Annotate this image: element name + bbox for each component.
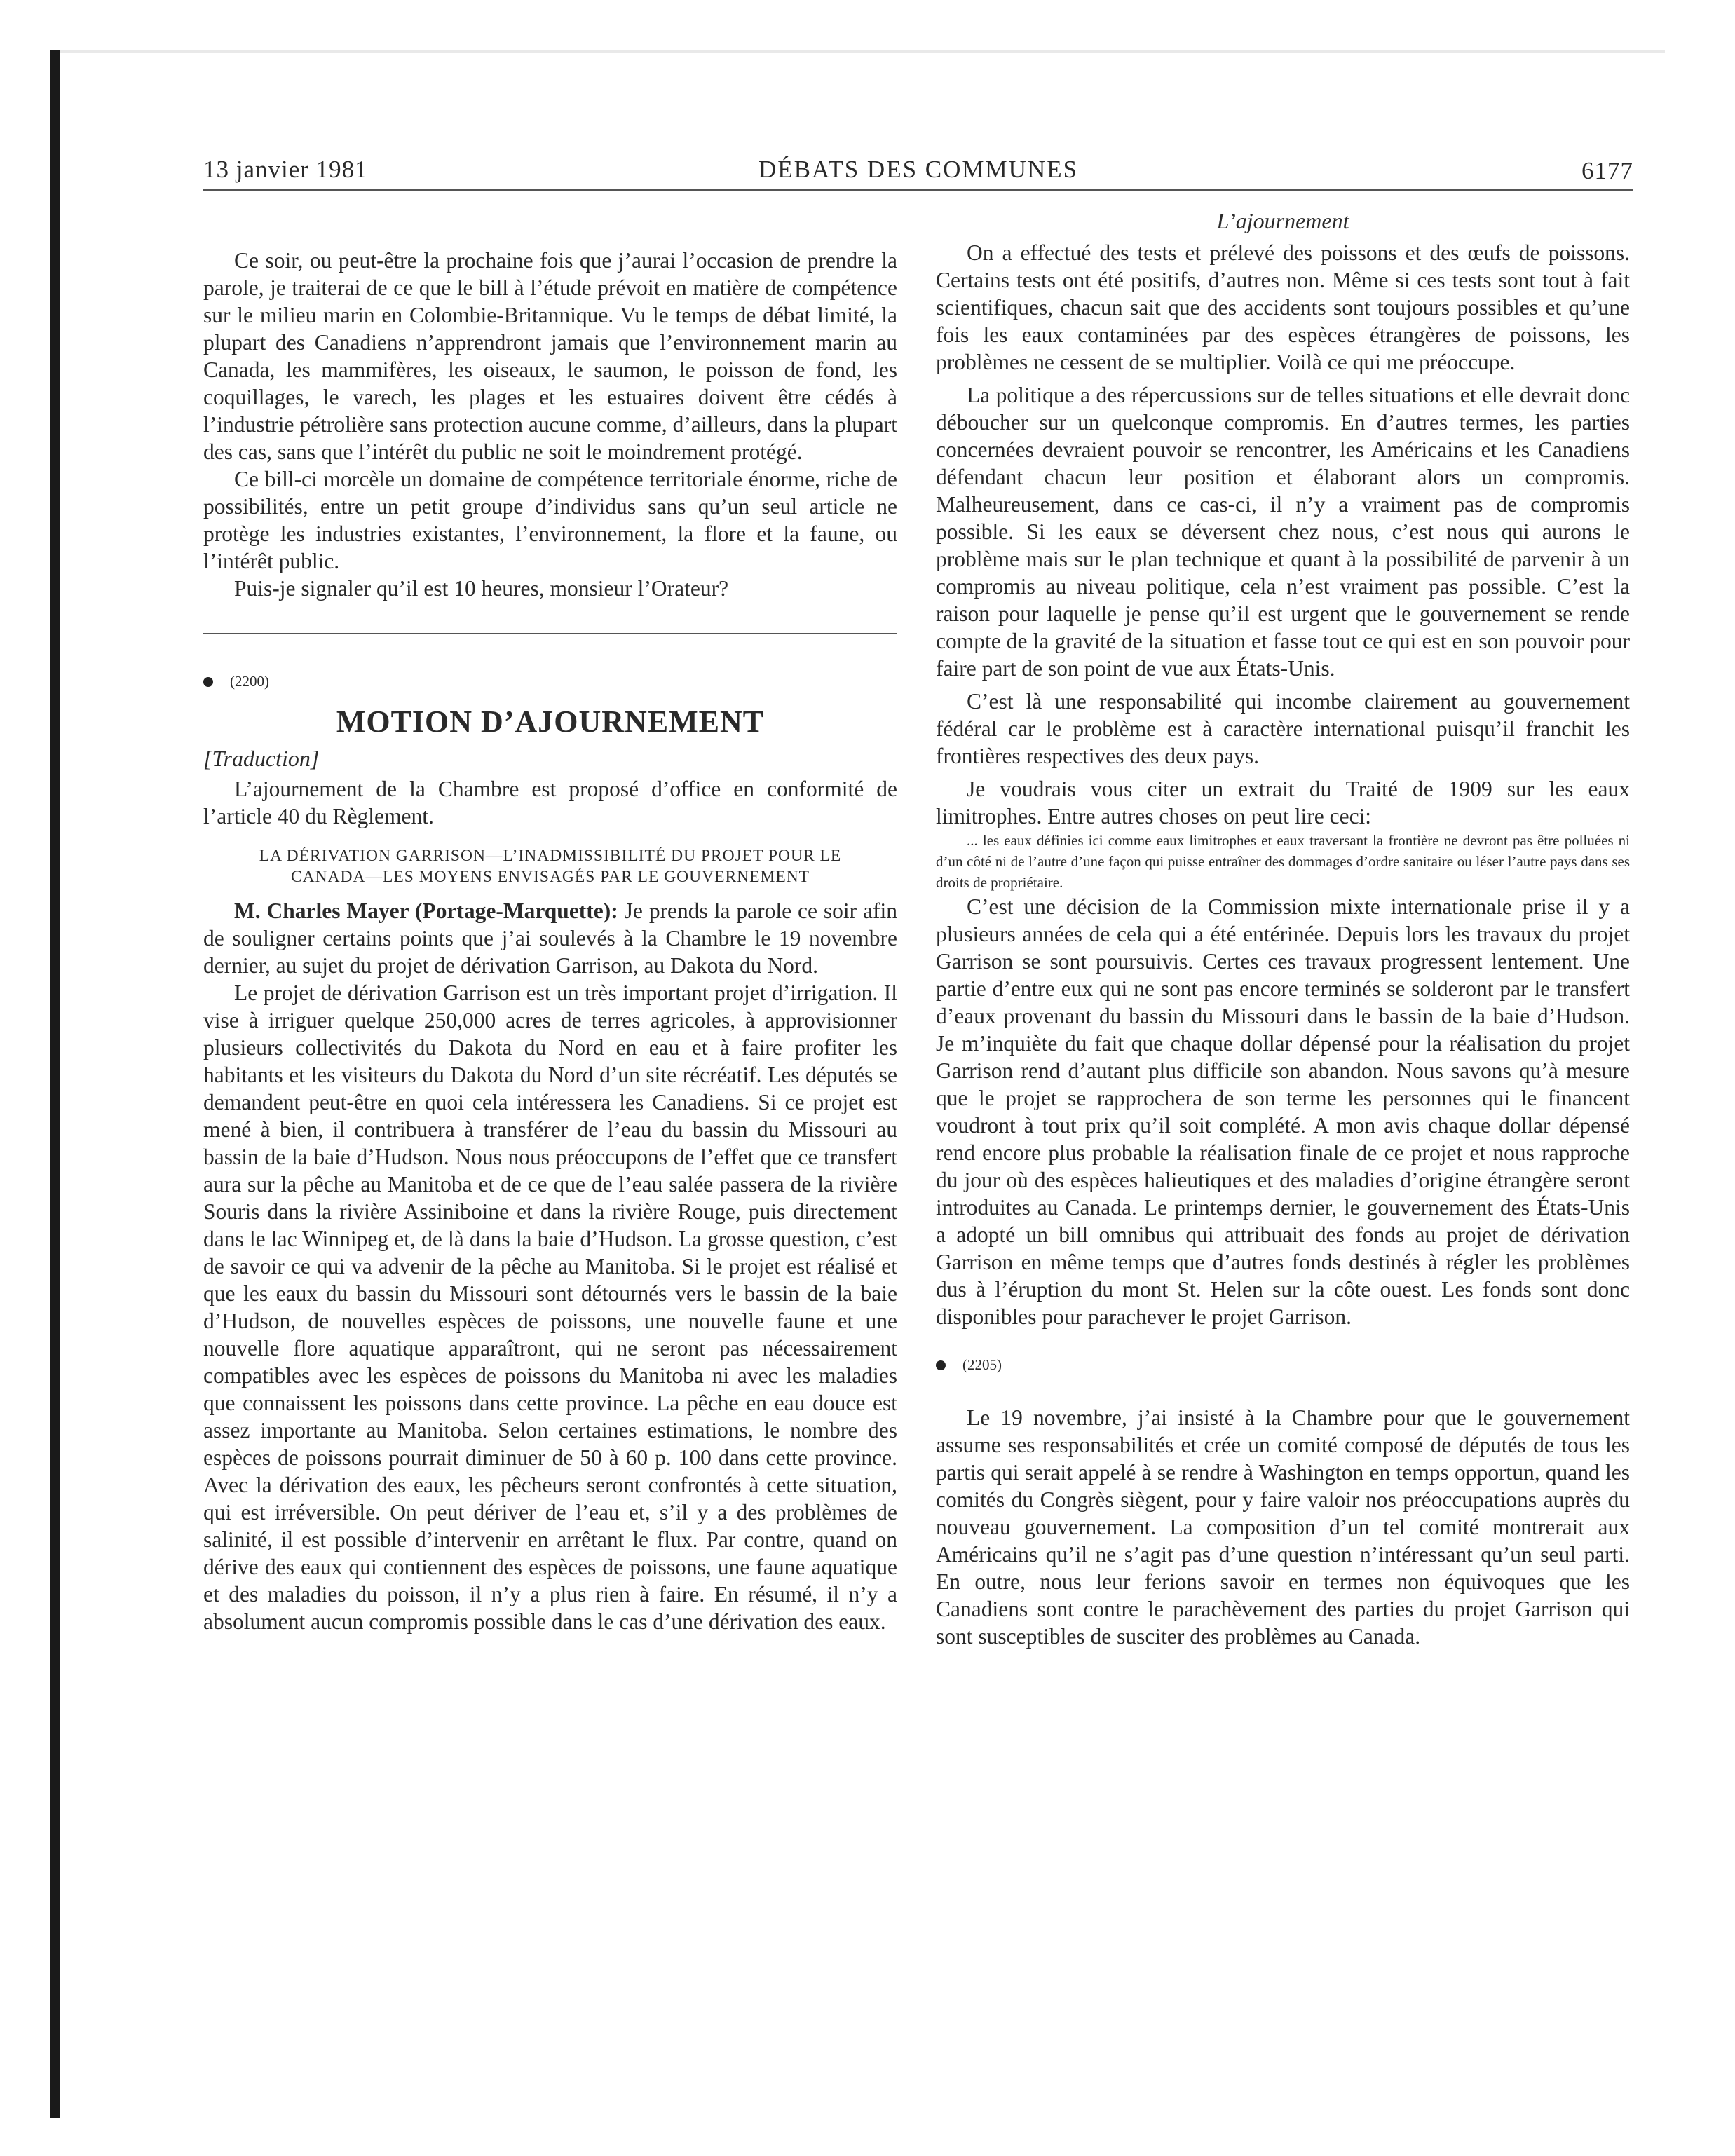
- paragraph: Ce bill-ci morcèle un domaine de compétence territoriale énorme, riche de possibilités, entre un petit groupe d’individus sans qu’un seul article ne protège les industries existantes, l’environnement, la flore et la faune, ou l’intérêt public.: [203, 467, 897, 573]
- section-title: MOTION D’AJOURNEMENT: [336, 704, 765, 739]
- paragraph: On a effectué des tests et prélevé des poissons et des œufs de poissons. Certains tests ont été positifs, d’autres non. Même si ces tests sont tout à fait scientifiques, chacun sait que des accidents sont toujours possibles et qu’une fois les eaux contaminées par des espèces étrangères de poissons, les problèmes ne cessent de se multiplier. Voilà ce qui me préoccupe.: [936, 240, 1630, 374]
- header-title: DÉBATS DES COMMUNES: [758, 156, 1079, 183]
- paragraph: Puis-je signaler qu’il est 10 heures, monsieur l’Orateur?: [234, 576, 729, 601]
- paragraph: Le 19 novembre, j’ai insisté à la Chambre pour que le gouvernement assume ses responsabilités et crée un comité composé de députés de tous les partis qui serait appelé à se rendre à Washington en temps opportun, quand les comités du Congrès siègent, pour y faire valoir nos préoccupations auprès du nouveau gouvernement. La composition d’un tel comité montrerait aux Américains qu’il ne s’agit pas d’une question n’intéressant qu’un seul parti. En outre, nous leur ferions savoir en termes non équivoques que les Canadiens sont contre le parachèvement des parties du projet Garrison qui sont susceptibles de susciter des problèmes au Canada.: [936, 1405, 1630, 1649]
- speaker-paragraph: [203, 897, 897, 979]
- paragraph: Ce soir, ou peut-être la prochaine fois que j’aurai l’occasion de prendre la parole, je traiterai de ce que le bill à l’étude prévoit en matière de compétence sur le milieu marin en Colombie-Britannique. Vu le temps de débat limité, la plupart des Canadiens n’apprendront jamais que l’environnement marin au Canada, les mammifères, les oiseaux, le saumon, le poisson de fond, les coquillages, le varech, les plages et les estuaires doivent être cédés à l’industrie pétrolière sans protection aucune comme, d’ailleurs, dans la plupart des cas, sans que l’intérêt du public ne soit le moindrement protégé.: [203, 248, 897, 464]
- translation-note: [Traduction]: [203, 746, 320, 771]
- speaker-text: Je prends la parole ce soir afin de souligner certains points que j’ai soulevés à la Chambre le 19 novembre dernier, au sujet du projet de dérivation Garrison, au Dakota du Nord.: [203, 899, 898, 978]
- paragraph: C’est une décision de la Commission mixte internationale prise il y a plusieurs années de cela qui a été entérinée. Depuis lors les travaux du projet Garrison se sont poursuivis. Certes ces travaux progressent lentement. Une partie d’entre eux qui ne sont pas encore terminés se solderont par le transfert d’eaux provenant du bassin du Missouri dans le bassin de la baie d’Hudson. Je m’inquiète du fait que chaque dollar dépensé pour la réalisation du projet Garrison rend d’autant plus difficile son abandon. Nous savons qu’à mesure que le projet se rapprochera de son terme les personnes qui le financent voudront à tout prix qu’il soit complété. A mon avis chaque dollar dépensé rend encore plus probable la réalisation finale de ce projet et nous rapproche du jour où des espèces halieutiques et des maladies d’origine étrangère seront introduites au Canada. Le printemps dernier, le gouvernement des États-Unis a adopté un bill omnibus qui attribuait des fonds au projet de dérivation Garrison en même temps que d’autres fonds destinés à régler les problèmes dus à l’éruption du mont St. Helen sur la côte ouest. Les fonds sont donc disponibles pour parachever le projet Garrison.: [936, 894, 1630, 1329]
- page-header: [203, 154, 1633, 191]
- section-divider: [203, 633, 897, 634]
- bullet-icon: [936, 1360, 946, 1370]
- timestamp-marker: [936, 1351, 1630, 1379]
- timestamp-text: (2205): [962, 1356, 1002, 1373]
- bullet-icon: [203, 677, 213, 687]
- left-column: [203, 203, 897, 1635]
- paragraph: Le projet de dérivation Garrison est un très important projet d’irrigation. Il vise à irriguer quelque 250,000 acres de terres agricoles, à approvisionner plusieurs collectivités du Dakota du Nord en eau et à faire profiter les habitants et les visiteurs du Dakota du Nord d’un site récréatif. Les députés se demandent peut-être en quoi cela intéressera les Canadiens. Si ce projet est mené à bien, il contribuera à transférer de l’eau du bassin du Missouri au bassin de la baie d’Hudson. Nous nous préoccupons de l’effet que ce transfert aura sur la pêche au Manitoba et de ce que de l’eau salée passera de la rivière Souris dans la rivière Assiniboine et dans la rivière Rouge, puis directement dans le lac Winnipeg et, de là dans la baie d’Hudson. La grosse question, c’est de savoir ce qui va advenir de la pêche au Manitoba. Si le projet est réalisé et que les eaux du bassin du Missouri sont détournés vers le bassin de la baie d’Hudson, de nouvelles espèces de poissons, une nouvelle faune et une nouvelle flore aquatique apparaîtront, qui ne seront pas nécessairement compatibles avec les espèces de poissons du Manitoba ni avec les maladies que connaissent les poissons dans cette province. La pêche en eau douce est assez importante au Manitoba. Selon certaines estimations, le nombre des espèces de poissons pourrait diminuer de 50 à 60 p. 100 dans cette province. Avec la dérivation des eaux, les pêcheurs seront confrontés à cette situation, qui est irréversible. On peut dériver de l’eau et, s’il y a des problèmes de salinité, il est possible d’intervenir en arrêtant le flux. Par contre, quand on dérive des eaux qui contiennent des espèces de poissons, une faune aquatique et des maladies du poisson, il n’y a plus rien à faire. En résumé, il n’y a absolument aucun compromis possible dans le cas d’une dérivation des eaux.: [203, 981, 897, 1634]
- paragraph: La politique a des répercussions sur de telles situations et elle devrait donc déboucher sur un quelconque compromis. En d’autres termes, les parties concernées devraient pouvoir se rencontrer, les Américains et les Canadiens défendant chacun leur position et élaborant alors un compromis. Malheureusement, dans ce cas-ci, il n’y a vraiment pas de compromis possible. Si les eaux se déversent chez nous, c’est nous qui aurons le problème mais sur le plan technique et quant à la possibilité de parvenir à un compromis au niveau politique, cela n’est vraiment pas possible. C’est la raison pour laquelle je pense qu’il est urgent que le gouvernement se rende compte de la gravité de la situation et fasse tout ce qui est en son pouvoir pour faire part de son point de vue aux États-Unis.: [936, 383, 1630, 681]
- treaty-quote: ... les eaux définies ici comme eaux limitrophes et eaux traversant la frontière ne devront pas être polluées ni d’un côté ni de l’autre d’une façon qui puisse entraîner des dommages d’ordre sanitaire ou léser l’autre pays dans ses droits de propriétaire.: [936, 832, 1630, 891]
- timestamp-text: (2200): [230, 673, 269, 690]
- paragraph: Je voudrais vous citer un extrait du Traité de 1909 sur les eaux limitrophes. Entre autres choses on peut lire ceci:: [936, 777, 1630, 828]
- right-column: [936, 203, 1630, 1650]
- header-date: 13 janvier 1981: [203, 156, 368, 183]
- section-subheading: LA DÉRIVATION GARRISON—L’INADMISSIBILITÉ DU PROJET POUR LE CANADA—LES MOYENS ENVISAGÉS PAR LE GOUVERNEMENT: [259, 847, 842, 886]
- page-number: 6177: [1581, 157, 1633, 184]
- paragraph: L’ajournement de la Chambre est proposé d’office en conformité de l’article 40 du Règlement.: [203, 777, 897, 828]
- paragraph: C’est là une responsabilité qui incombe clairement au gouvernement fédéral car le problème est à caractère international puisqu’il franchit les frontières respectives des deux pays.: [936, 689, 1630, 768]
- running-head: L’ajournement: [1216, 208, 1349, 233]
- timestamp-marker: [203, 668, 897, 695]
- speaker-name: M. Charles Mayer (Portage-Marquette):: [234, 899, 618, 923]
